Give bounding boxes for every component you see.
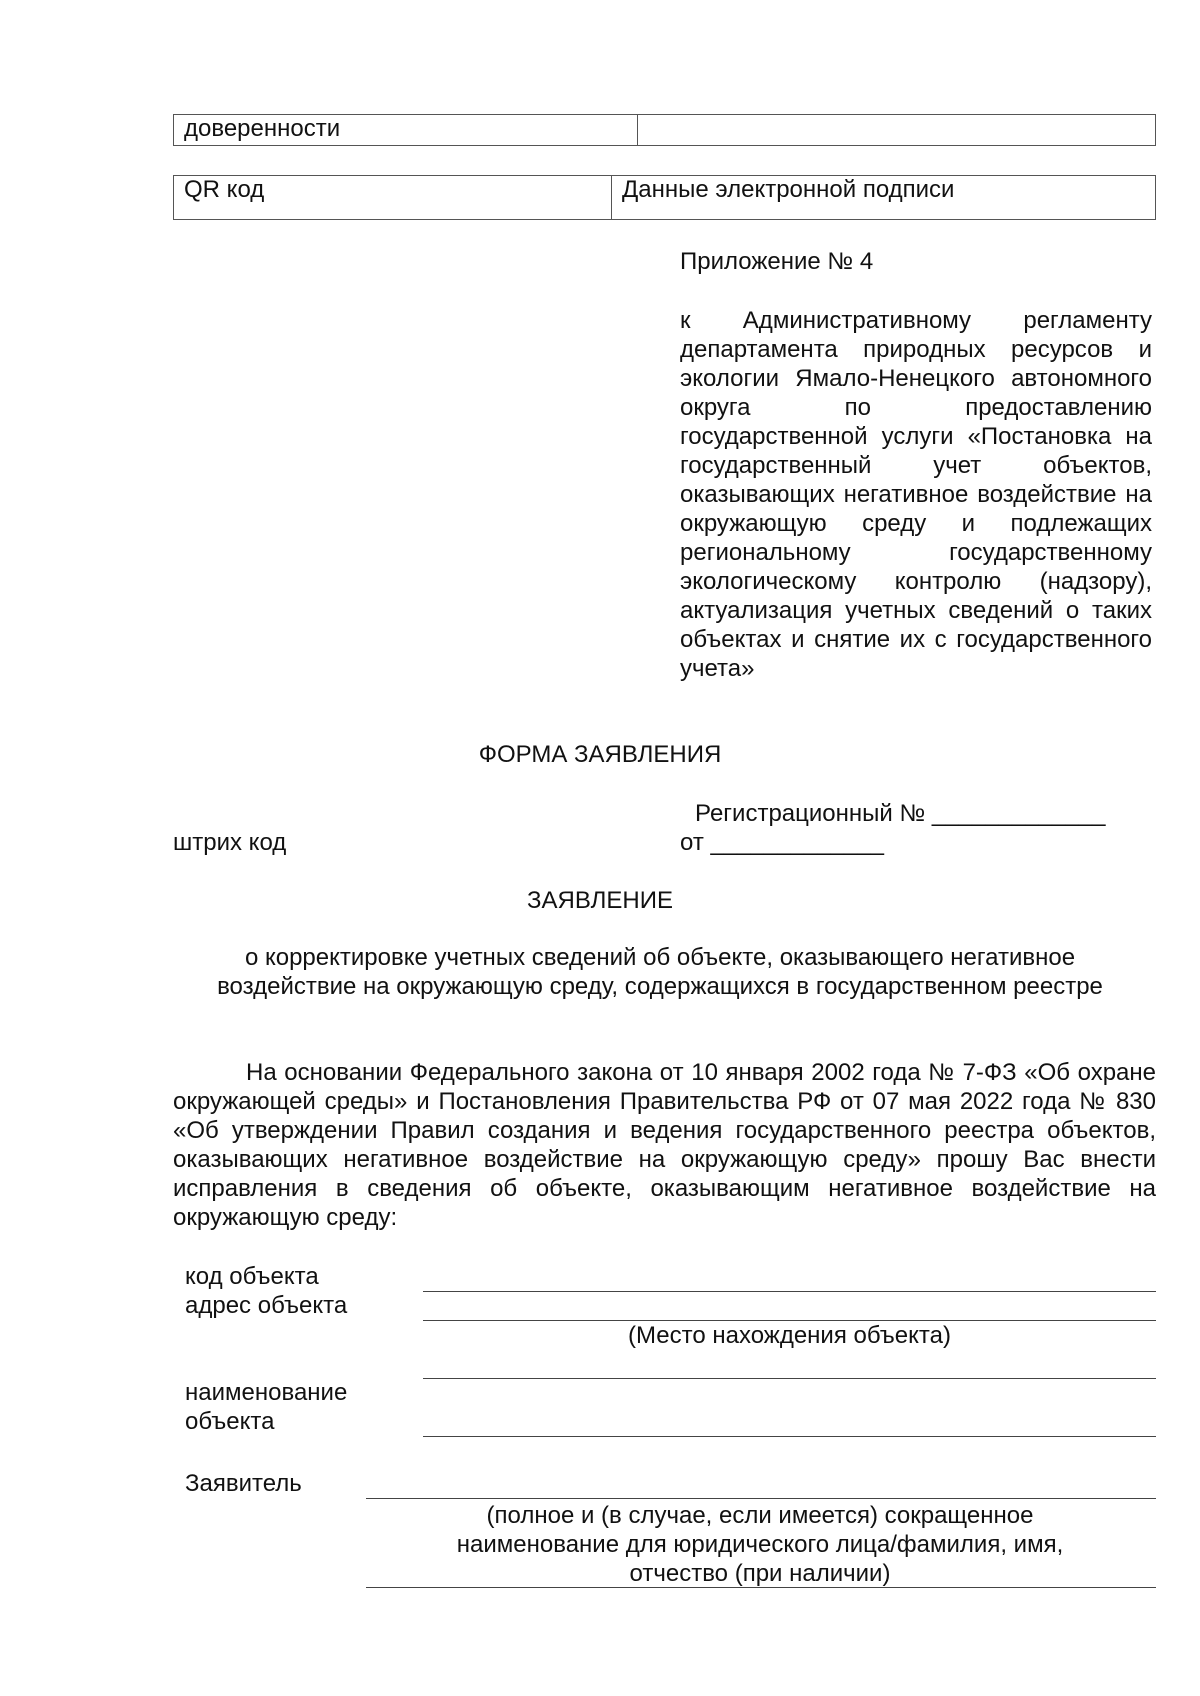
barcode-label: штрих код	[173, 829, 287, 856]
object-code-label: код объекта	[185, 1263, 319, 1290]
object-name-label-line2: объекта	[185, 1408, 275, 1435]
applicant-label: Заявитель	[185, 1470, 302, 1497]
basis-paragraph: На основании Федерального закона от 10 января 2002 года № 7-ФЗ «Об охране окружающей среды» и Постановления Правительства РФ от 07 мая 2022 года № 830 «Об утверждении Правил создания и ведения государственного реестра объектов, оказывающих негативное воздействие на окружающую среду» прошу Вас внести исправления в сведения об объекте, оказывающим негативное воздействие на окружающую среду:	[173, 1059, 1156, 1231]
power-of-attorney-value	[637, 115, 1155, 145]
object-code-line[interactable]	[423, 1291, 1156, 1292]
object-name-line-2[interactable]	[423, 1436, 1156, 1437]
e-signature-cell: Данные электронной подписи	[611, 176, 1155, 219]
applicant-caption-underline	[366, 1587, 1156, 1588]
object-name-label-line1: наименование	[185, 1379, 348, 1406]
applicant-caption: (полное и (в случае, если имеется) сокращенное наименование для юридического лица/фамилия, имя, отчество (при наличии)	[456, 1502, 1064, 1587]
registration-number: Регистрационный № _____________	[695, 800, 1106, 827]
form-title: ФОРМА ЗАЯВЛЕНИЯ	[478, 741, 722, 768]
document-subject: о корректировке учетных сведений об объекте, оказывающего негативное воздействие на окружающую среду, содержащихся в государственном реестре	[217, 944, 1103, 1000]
object-name-label	[185, 1378, 347, 1436]
document-title: ЗАЯВЛЕНИЕ	[527, 887, 673, 914]
object-address-label: адрес объекта	[185, 1292, 348, 1319]
applicant-line[interactable]	[366, 1498, 1156, 1499]
qr-code-cell: QR код	[184, 176, 265, 203]
power-of-attorney-label: доверенности	[184, 115, 341, 142]
appendix-text: к Административному регламенту департамента природных ресурсов и экологии Ямало-Ненецкого автономного округа по предоставлению государственной услуги «Постановка на государственный учет объектов, оказывающих негативное воздействие на окружающую среду и подлежащих региональному государственному экологическому контролю (надзору), актуализация учетных сведений о таких объектах и снятие их с государственного учета»	[680, 307, 1152, 682]
object-name-line-1[interactable]	[423, 1378, 1156, 1379]
registration-date: от _____________	[680, 829, 884, 856]
qr-signature-table	[173, 175, 1156, 220]
appendix-heading: Приложение № 4	[680, 248, 874, 275]
location-caption: (Место нахождения объекта)	[628, 1322, 951, 1349]
power-of-attorney-table	[173, 114, 1156, 146]
